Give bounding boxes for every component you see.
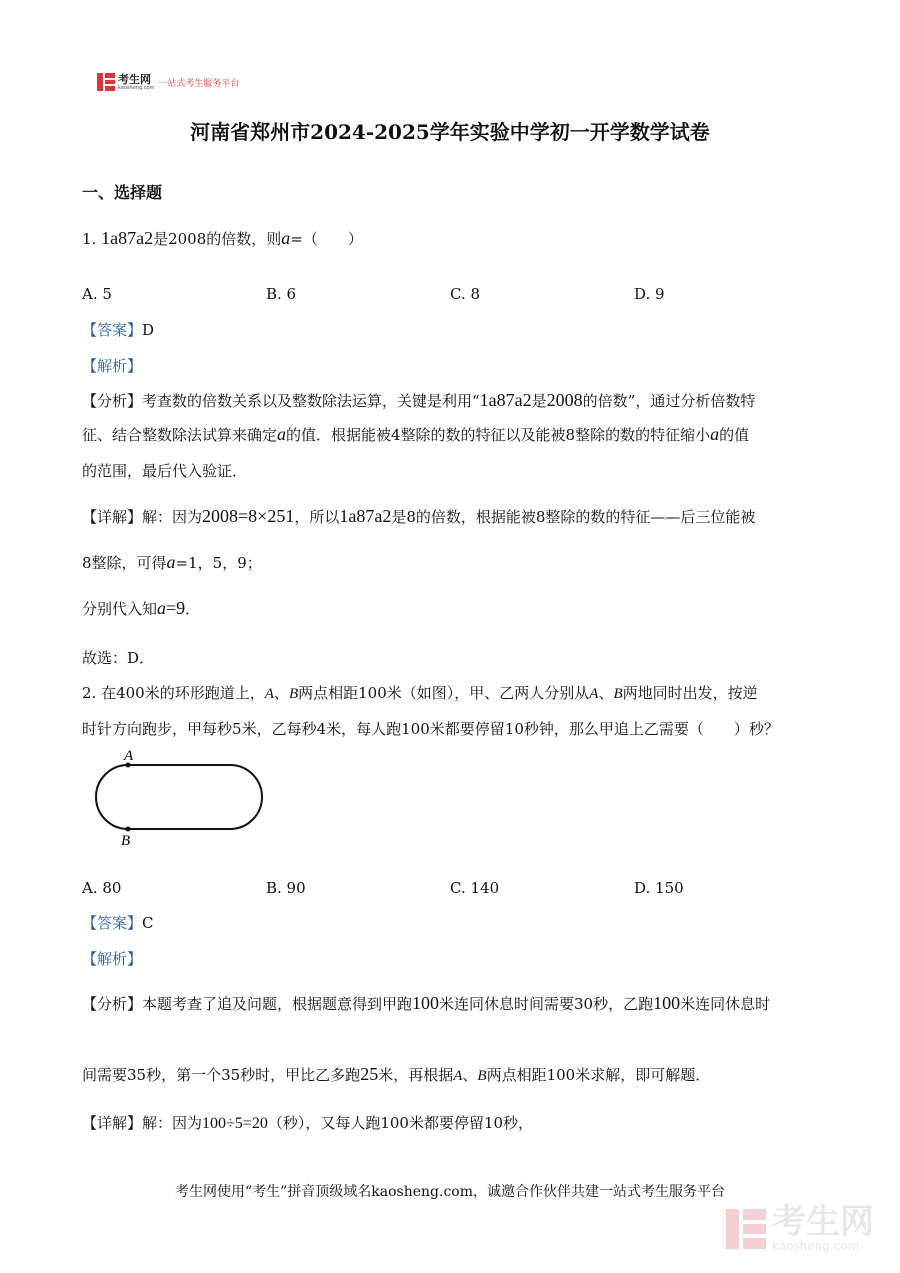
watermark-url: kaosheng.com <box>772 1239 860 1253</box>
brand-name: 考生网 <box>118 72 151 86</box>
watermark <box>726 1202 874 1253</box>
q1-analysis-line-1: 【分析】考查数的倍数关系以及整数除法运算，关键是利用“1a87a2是2008的倍数”，通过分析倍数特 <box>82 390 756 410</box>
brand-slogan: 一站式考生服务平台 <box>158 78 240 89</box>
q1-analysis-tag: 【解析】 <box>82 357 143 375</box>
kaosheng-logo-icon <box>97 73 115 91</box>
brand-logo <box>97 72 239 92</box>
q1-option-b[interactable]: B. 6 <box>266 285 297 303</box>
q2-option-a[interactable]: A. 80 <box>82 879 122 897</box>
q1-solution-line-1: 【详解】解：因为2008=8×251，所以1a87a2是8的倍数，根据能被8整除的数的特征——后三位能被 <box>82 506 756 526</box>
q1-option-d[interactable]: D. 9 <box>634 285 665 303</box>
q2-option-c[interactable]: C. 140 <box>450 879 500 897</box>
section-heading: 一、选择题 <box>82 183 163 202</box>
q1-choice: 故选：D． <box>82 649 155 667</box>
watermark-text: 考生网 <box>772 1202 874 1242</box>
point-b <box>126 827 131 832</box>
q1-solution-line-2: 8整除，可得a=1，5，9； <box>82 552 262 572</box>
q2-option-d[interactable]: D. 150 <box>634 879 684 897</box>
q1-stem: 1. 1a87a2是2008的倍数，则a=（ ） <box>82 228 363 248</box>
q2-analysis-line-2: 间需要35秒，第一个35秒时，甲比乙多跑25米，再根据A、B两点相距100米求解，即可解题． <box>82 1064 711 1084</box>
q2-analysis-line-1: 【分析】本题考查了追及问题，根据题意得到甲跑100米连同休息时间需要30秒，乙跑100米连同休息时 <box>82 993 771 1013</box>
q1-option-c[interactable]: C. 8 <box>450 285 481 303</box>
q2-stem-line-1: 2. 在400米的环形跑道上，A、B两点相距100米（如图），甲、乙两人分别从A、B两地同时出发，按逆 <box>82 684 758 702</box>
q2-stem-line-2: 时针方向跑步，甲每秒5米，乙每秒4米，每人跑100米都要停留10秒钟，那么甲追上乙需要（ ）秒？ <box>82 720 779 738</box>
q2-answer: 【答案】C <box>82 914 154 932</box>
q1-solution-line-3: 分别代入知a=9． <box>82 598 201 618</box>
q1-option-a[interactable]: A. 5 <box>82 285 112 303</box>
page-title: 河南省郑州市2024-2025学年实验中学初一开学数学试卷 <box>190 120 710 144</box>
q1-analysis-line-3: 的范围，最后代入验证． <box>82 462 248 480</box>
page-footer: 考生网使用“考生”拼音顶级域名kaosheng.com，诚邀合作伙伴共建一站式考生服务平台 <box>174 1184 726 1200</box>
label-b: B <box>121 833 131 849</box>
label-a: A <box>124 748 134 764</box>
running-track-figure <box>90 745 270 855</box>
watermark-logo-icon <box>726 1209 766 1249</box>
track-outline <box>96 765 262 829</box>
q2-option-b[interactable]: B. 90 <box>266 879 306 897</box>
q1-answer: 【答案】D <box>82 321 155 339</box>
brand-url: kaosheng.com <box>118 84 155 91</box>
q2-analysis-tag: 【解析】 <box>82 950 143 968</box>
q1-analysis-line-2: 征、结合整数除法试算来确定a的值．根据能被4整除的数的特征以及能被8整除的数的特征缩小a的值 <box>82 424 750 444</box>
q2-solution-line-1: 【详解】解：因为100÷5=20（秒），又每人跑100米都要停留10秒， <box>82 1114 534 1132</box>
